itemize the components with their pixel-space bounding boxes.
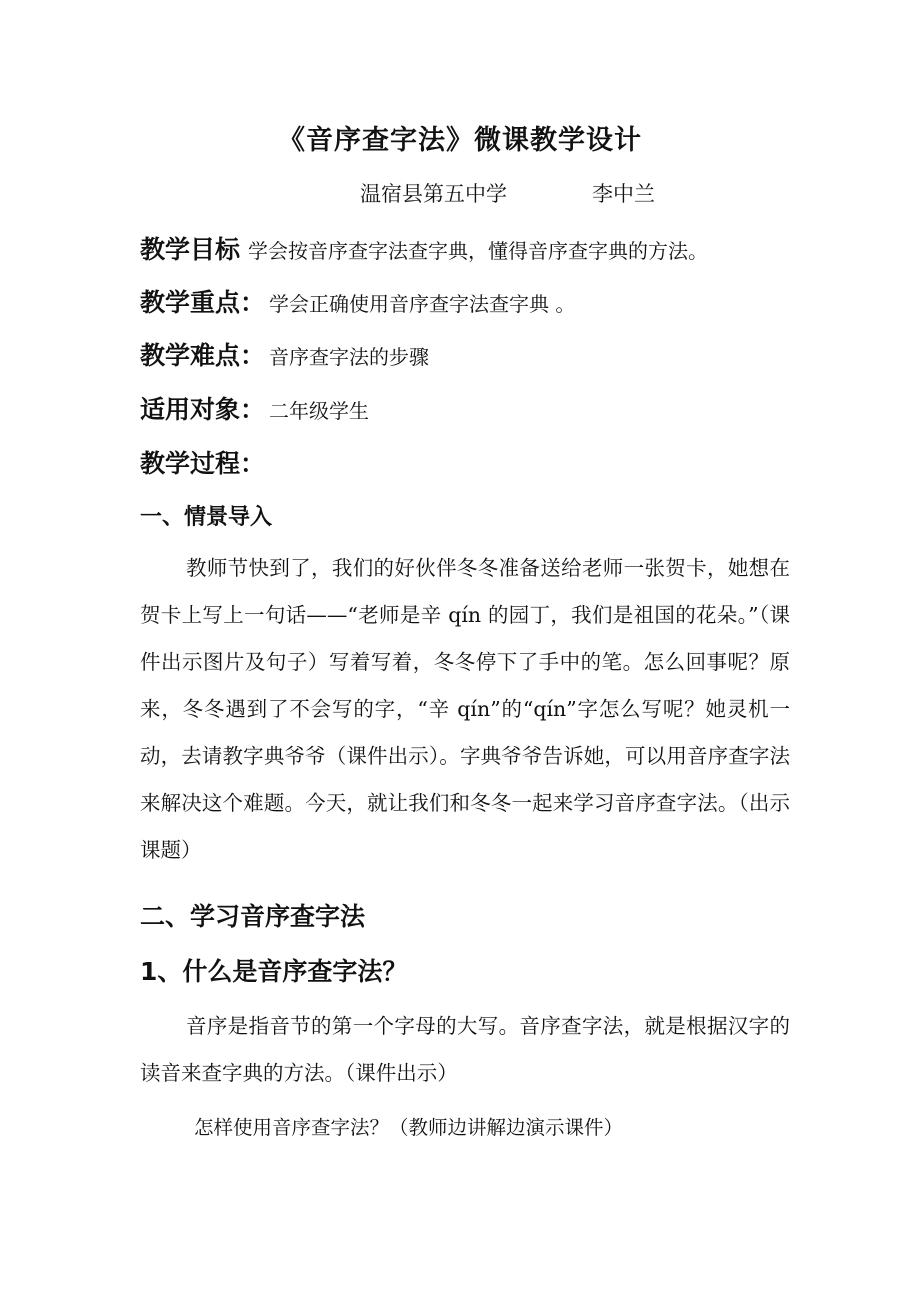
definition-paragraph: 音序是指音节的第一个字母的大写。音序查字法，就是根据汉字的读音来查字典的方法。（课件出示） <box>140 1014 790 1085</box>
section-heading-intro: 一、情景导入 <box>140 505 273 530</box>
field-teaching-process <box>140 444 265 480</box>
school-name: 温宿县第五中学 <box>360 182 507 206</box>
intro-paragraph: 教师节快到了，我们的好伙伴冬冬准备送给老师一张贺卡，她想在贺卡上写上一句话——“老师是辛 qín 的园丁，我们是祖国的花朵。”（课件出示图片及句子）写着写着，冬冬停下了手中的笔。怎么回事呢？原来，冬冬遇到了不会写的字，“辛 qín”的“qín”字怎么写呢？她灵机一动，去请教字典爷爷（课件出示）。字典爷爷告诉她，可以用音序查字法来解决这个难题。今天，就让我们和冬冬一起来学习音序查字法。（出示课题） <box>140 556 790 862</box>
closing-line: 怎样使用音序查字法？（教师边讲解边演示课件） <box>194 1116 624 1139</box>
field-value: 音序查字法的步骤 <box>269 345 430 369</box>
field-label: 教学目标 <box>140 235 241 264</box>
sub-heading-what-is: 1、什么是音序查字法？ <box>140 957 408 986</box>
field-value: 学会按音序查字法查字典，懂得音序查字典的方法。 <box>248 239 709 263</box>
field-value: 学会正确使用音序查字法查字典 。 <box>269 292 576 316</box>
field-label: 教学难点： <box>140 341 266 370</box>
field-value: 二年级学生 <box>269 399 370 423</box>
document-title: 《音序查字法》微课教学设计 <box>278 125 642 156</box>
section-heading-learn: 二、学习音序查字法 <box>140 902 366 931</box>
field-teaching-goal <box>140 230 708 266</box>
field-teaching-difficulty <box>140 336 429 372</box>
field-target-audience <box>140 390 369 426</box>
field-label: 教学过程： <box>140 449 266 478</box>
field-label: 教学重点： <box>140 288 266 317</box>
field-teaching-focus <box>140 283 575 319</box>
author-name: 李中兰 <box>592 182 655 206</box>
field-label: 适用对象： <box>140 395 266 424</box>
